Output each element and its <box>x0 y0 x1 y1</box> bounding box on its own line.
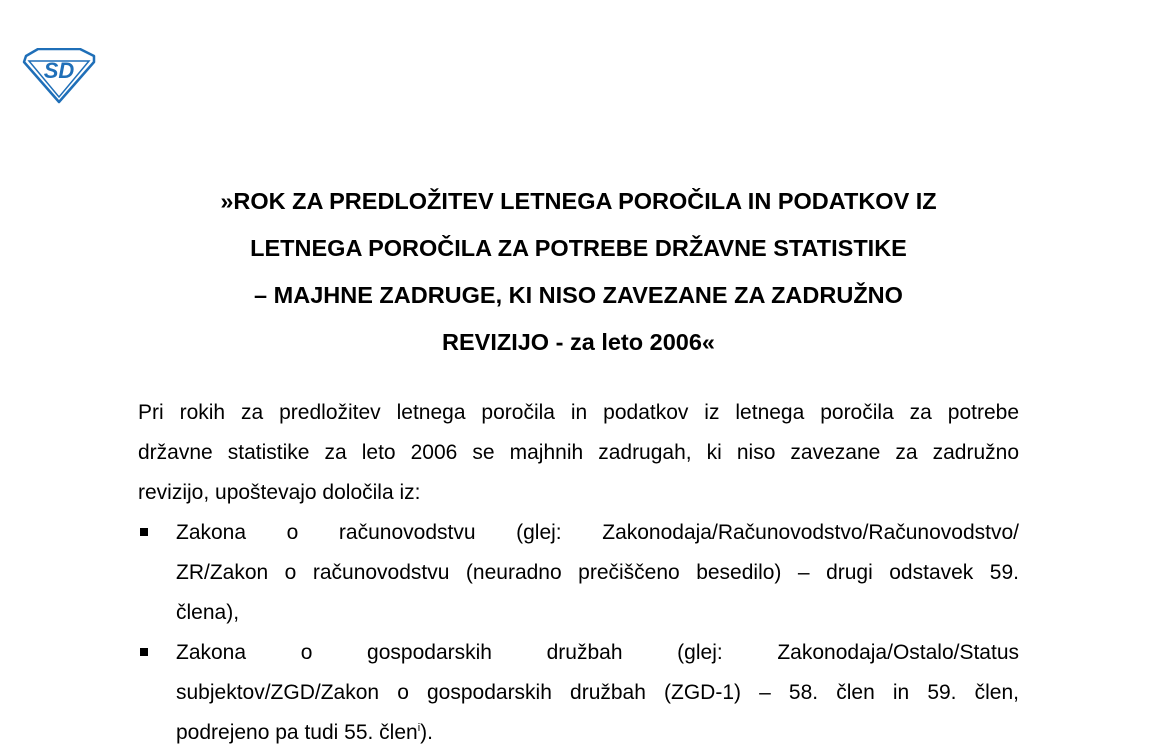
bullet-line-last <box>176 713 1019 753</box>
bullet-line: subjektov/ZGD/Zakon o gospodarskih družbah (ZGD-1) – 58. člen in 59. člen, <box>176 681 1019 704</box>
intro-line: Pri rokih za predložitev letnega poročila in podatkov iz letnega poročila za potrebe <box>138 401 1019 424</box>
title-line: – MAJHNE ZADRUGE, KI NISO ZAVEZANE ZA ZADRUŽNO <box>254 282 903 308</box>
square-bullet-icon <box>140 648 148 656</box>
title-line: »ROK ZA PREDLOŽITEV LETNEGA POROČILA IN PODATKOV IZ <box>220 188 937 214</box>
title-line: LETNEGA POROČILA ZA POTREBE DRŽAVNE STATISTIKE <box>250 235 907 261</box>
document-title <box>100 178 1057 366</box>
sd-logo <box>22 48 96 104</box>
list-item <box>138 633 1019 753</box>
intro-paragraph <box>138 393 1019 513</box>
svg-text:SD: SD <box>43 58 75 83</box>
bullet-line: Zakona o računovodstvu (glej: Zakonodaja/Računovodstvo/Računovodstvo/ <box>176 521 1019 544</box>
bullet-line: ZR/Zakon o računovodstvu (neuradno prečiščeno besedilo) – drugi odstavek 59. <box>176 561 1019 584</box>
bullet-line-text: podrejeno pa tudi 55. člen <box>176 721 418 744</box>
list-item <box>138 513 1019 633</box>
title-line: REVIZIJO - za leto 2006« <box>442 329 715 355</box>
footnote-reference[interactable]: i <box>417 722 421 734</box>
intro-line: revizijo, upoštevajo določila iz: <box>138 481 421 504</box>
sd-shield-logo-icon <box>22 48 96 104</box>
bullet-line: Zakona o gospodarskih družbah (glej: Zakonodaja/Ostalo/Status <box>176 641 1019 664</box>
bullet-line: člena), <box>176 601 240 624</box>
document-body <box>138 393 1019 753</box>
bullet-list <box>138 513 1019 753</box>
intro-line: državne statistike za leto 2006 se majhnih zadrugah, ki niso zavezane za zadružno <box>138 441 1019 464</box>
bullet-line-tail: ). <box>420 721 433 744</box>
square-bullet-icon <box>140 528 148 536</box>
